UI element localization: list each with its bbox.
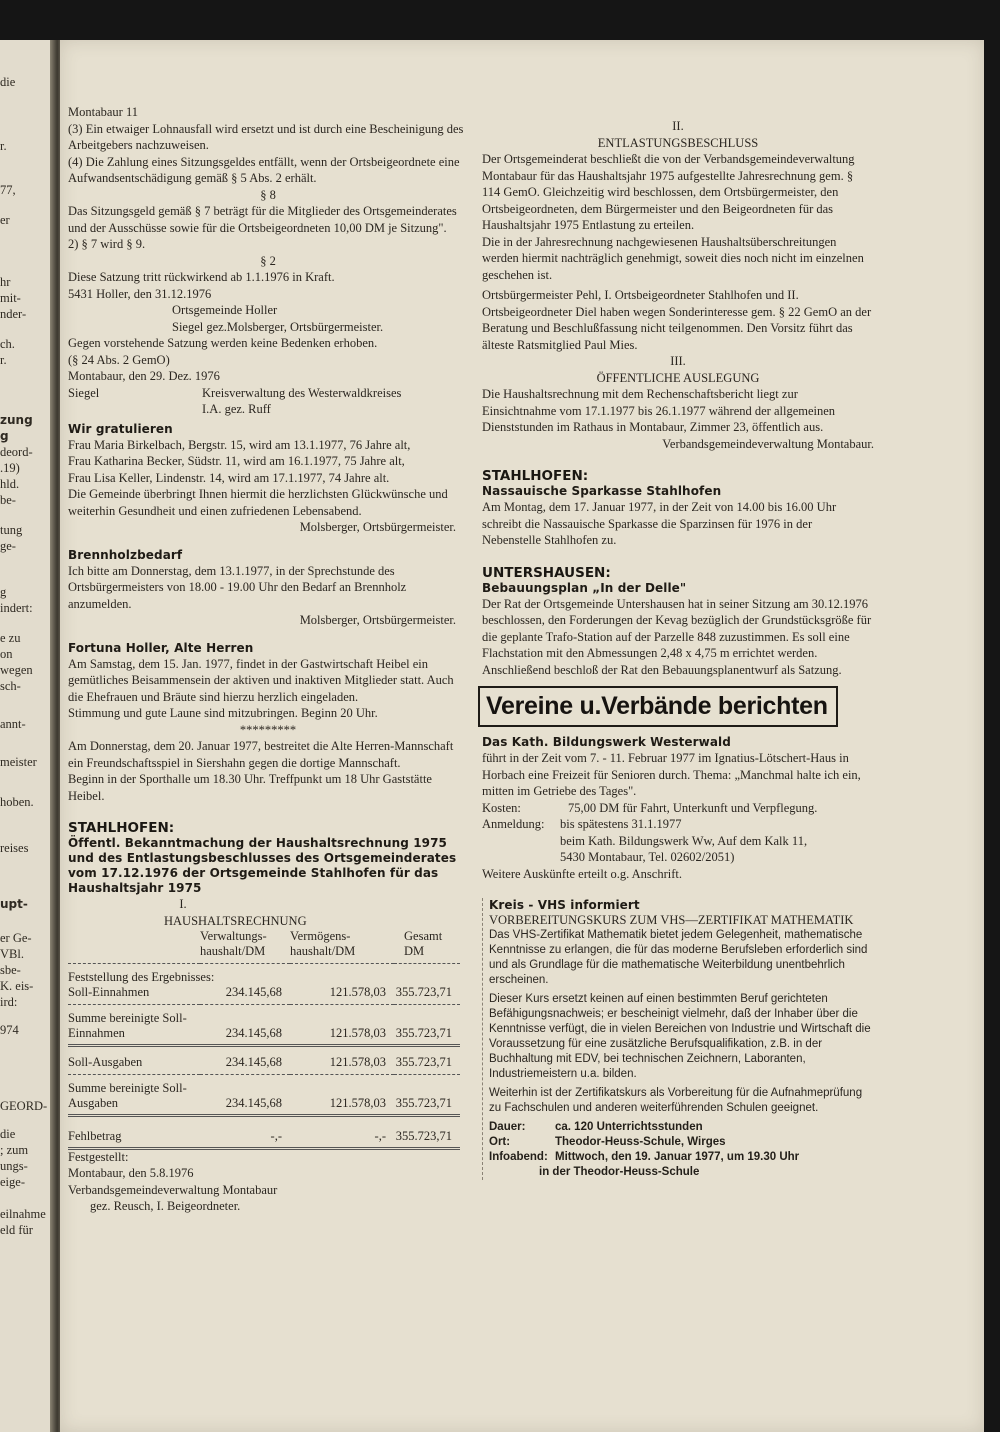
signature-org: Ortsgemeinde Holler [172, 303, 278, 317]
paragraph: führt in der Zeit vom 7. - 11. Februar 1977 im Ignatius-Lötschert-Haus in Horbach eine Freizeit für Senioren durch. Thema: „Manchmal halte ich ein, mitten im Getriebe des Tages". [482, 751, 861, 798]
paragraph: Dieser Kurs ersetzt keinen auf einen bestimmten Beruf gerichteten Befähigungsnachweis; er bescheinigt vielmehr, daß der Inhaber über die Kenntnisse verfügt, die in vielen Bereichen von Industrie und Wirtschaft die Voraussetzung für eine zusätzliche Berufsqualifikation, z.B. in der Buchhaltung mit EDV, bei technischen Zeichnern, Laboranten, Industriemeistern u.a. bilden. [489, 993, 871, 1080]
adjacent-page-fragment: meister [0, 755, 37, 769]
adjacent-page-fragment: g [0, 585, 7, 599]
signature: Molsberger, Ortsbürgermeister. [299, 520, 456, 534]
paragraph: Gegen vorstehende Satzung werden keine Bedenken erhoben. [68, 336, 378, 350]
adjacent-page-fragment: sbe- [0, 963, 21, 977]
paragraph: Weitere Auskünfte erteilt o.g. Anschrift. [482, 866, 682, 881]
paragraph: Ortsbürgermeister Pehl, I. Ortsbeigeordneter Stahlhofen und II. Ortsbeigeordneter Diel haben wegen Sonderinteresse gem. § 22 GemO an der Beratung und Beschlußfassung nicht teilgenommen. Den Vorsitz führt das älteste Ratsmitglied Paul Mies. [482, 288, 872, 352]
adjacent-page-fragment: wegen [0, 663, 33, 677]
section-heading: UNTERSHAUSEN: [482, 564, 611, 581]
paragraph: (4) Die Zahlung eines Sitzungsgeldes entfällt, wenn der Ortsbeigeordnete eine Aufwandsentschädigung gemäß § 5 Abs. 2 erhält. [68, 154, 460, 185]
column-header: Vermögens- haushalt/DM [290, 929, 356, 958]
signature-org: Verbandsgemeindeverwaltung Montabaur [68, 1182, 278, 1197]
table-row: Festgestellt: [68, 1150, 129, 1164]
right-column [482, 118, 874, 1180]
section-title: ENTLASTUNGSBESCHLUSS [597, 135, 759, 150]
adjacent-page-fragment: tung [0, 523, 23, 537]
paragraph: Am Samstag, dem 15. Jan. 1977, findet in der Gastwirtschaft Heibel ein gemütliches Beisammensein der aktiven und inaktiven Mitglieder statt. Auch die Ehefrauen und Bräute sind hierzu herzlich eingeladen. [68, 656, 454, 704]
adjacent-page-fragment: 974 [0, 1023, 19, 1037]
page-header-location: Montabaur 11 [68, 105, 139, 119]
section-subheading: Bebauungsplan „In der Delle" [482, 580, 687, 595]
signature-block [68, 385, 468, 402]
paragraph: Weiterhin ist der Zertifikatskurs als Vorbereitung für die Aufnahmeprüfung zu Fachschulen und anderen weiterführenden Schulen geeignet. [489, 1087, 863, 1114]
paragraph: Die in der Jahresrechnung nachgewiesenen Haushaltsüberschreitungen werden hiermit nachträglich genehmigt, soweit dies noch nicht im einzelnen geschehen ist. [482, 234, 864, 282]
table-title: HAUSHALTSRECHNUNG [164, 913, 307, 928]
adjacent-page-fragment: .19) [0, 461, 20, 475]
birthday-entry: Frau Lisa Keller, Lindenstr. 14, wird am 17.1.1977, 74 Jahre alt. [68, 470, 390, 485]
adjacent-page-fragment: r. [0, 139, 7, 153]
paragraph: Die Haushaltsrechnung mit dem Rechenschaftsbericht liegt zur Einsichtnahme vom 17.1.1977 bis 26.1.1977 während der allgemeinen Dienststunden im Rathaus in Montabaur, Zimmer 23, öffentlich aus. [482, 387, 836, 434]
signature: gez. Reusch, I. Beigeordneter. [90, 1199, 241, 1213]
detail-value: Theodor-Heuss-Schule, Wirges [555, 1136, 726, 1148]
section-heading: Wir gratulieren [68, 421, 173, 436]
adjacent-page-fragment: VBl. [0, 947, 24, 961]
adjacent-page-fragment: ungs- [0, 1159, 28, 1173]
newspaper-page [60, 40, 984, 1432]
paragraph: Der Ortsgemeinderat beschließt die von der Verbandsgemeindeverwaltung Montabaur für das Haushaltsjahr 1975 aufgestellte Jahresrechnung gem. § 114 GemO. Gleichzeitig wird beschlossen, dem Ortsbürgermeister, den Ortsbeigeordneten, dem Bürgermeister und den Beigeordneten für das Haushaltsjahr 1975 Entlastung zu erteilen. [482, 152, 855, 232]
table-row: Summe bereinigte Soll-Ausgaben 234.145,68 121.578,03 355.723,71 [68, 1081, 452, 1110]
adjacent-page-strip [0, 40, 56, 1432]
paragraph: Montabaur, den 29. Dez. 1976 [68, 369, 220, 383]
section-number: § 8 [260, 187, 276, 202]
detail-value: 5430 Montabaur, Tel. 02602/2051) [560, 850, 735, 864]
adjacent-page-fragment: eige- [0, 1175, 25, 1189]
column-header: Gesamt DM [404, 929, 443, 958]
adjacent-page-fragment: ch. [0, 337, 15, 351]
section-heading: STAHLHOFEN: [68, 820, 175, 836]
paragraph: 2) § 7 wird § 9. [68, 237, 146, 251]
table-row: Fehlbetrag -,- -,- 355.723,71 [68, 1129, 452, 1143]
adjacent-page-fragment: er Ge- [0, 931, 32, 945]
adjacent-page-fragment: 77, [0, 183, 16, 197]
adjacent-page-fragment: indert: [0, 601, 33, 615]
adjacent-page-fragment: nder- [0, 307, 27, 321]
paragraph: Das Sitzungsgeld gemäß § 7 beträgt für die Mitglieder des Ortsgemeinderates und der Ausschüsse sowie für die Ortsbeigeordneten 10,00 DM je Sitzung". [68, 204, 457, 235]
separator-stars: ********* [239, 722, 297, 737]
detail-value: 75,00 DM für Fahrt, Unterkunft und Verpflegung. [568, 800, 818, 815]
paragraph: Die Gemeinde überbringt Ihnen hiermit die herzlichsten Glückwünsche und weiterhin Gesundheit und einen zufriedenen Lebensabend. [68, 487, 448, 518]
signature: Molsberger, Ortsbürgermeister. [299, 613, 456, 627]
adjacent-page-fragment: ge- [0, 539, 16, 553]
adjacent-page-fragment: ird: [0, 995, 18, 1009]
adjacent-page-fragment: die [0, 75, 16, 89]
signature-org: Kreisverwaltung des Westerwaldkreises [202, 385, 402, 400]
table-row: Soll-Einnahmen 234.145,68 121.578,03 355.723,71 [68, 985, 452, 999]
adjacent-page-fragment: annt- [0, 717, 26, 731]
section-subheading: Öffentl. Bekanntmachung der Haushaltsrechnung 1975 und des Entlastungsbeschlusses des Ortsgemeinderates vom 17.12.1976 der Ortsgemeinde Stahlhofen für das Haushaltsjahr 1975 [68, 836, 457, 895]
paragraph: Der Rat der Ortsgemeinde Untershausen hat in seiner Sitzung am 30.12.1976 beschlossen, den Forderungen der Kevag bezüglich der Grundstücksgröße für die geplante Trafo-Station auf der Parzelle 848 zuzustimmen. Es soll eine Flachstation mit den Abmessungen 2,48 x 4,75 m errichtet werden. Anschließend beschloß der Rat den Bebauungsplanentwurf als Satzung. [482, 596, 872, 677]
paragraph: (§ 24 Abs. 2 GemO) [68, 352, 170, 367]
course-title: VORBEREITUNGSKURS ZUM VHS—ZERTIFIKAT MATHEMATIK [489, 913, 854, 927]
paragraph: Am Montag, dem 17. Januar 1977, in der Zeit von 14.00 bis 16.00 Uhr schreibt die Nassauische Sparkasse die Sparzinsen für 1976 in der Nebenstelle Stahlhofen zu. [482, 500, 837, 547]
detail-row [482, 800, 874, 817]
adjacent-page-fragment: er [0, 213, 10, 227]
detail-value: Mittwoch, den 19. Januar 1977, um 19.30 Uhr [555, 1151, 800, 1163]
adjacent-page-fragment: mit- [0, 291, 21, 305]
budget-table [68, 929, 460, 1165]
section-heading: Brennholzbedarf [68, 547, 183, 562]
detail-value: ca. 120 Unterrichtsstunden [555, 1121, 703, 1133]
paragraph: Diese Satzung tritt rückwirkend ab 1.1.1976 in Kraft. [68, 270, 335, 284]
signature: Verbandsgemeindeverwaltung Montabaur. [662, 436, 874, 451]
signature-date: Montabaur, den 5.8.1976 [68, 1166, 194, 1180]
detail-label: Dauer: [489, 1121, 526, 1133]
adjacent-page-fragment: ; zum [0, 1143, 29, 1157]
adjacent-page-fragment: deord- [0, 445, 33, 459]
adjacent-page-fragment: eilnahme [0, 1207, 46, 1221]
adjacent-page-fragment: K. eis- [0, 979, 34, 993]
section-banner: Vereine u.Verbände berichten [478, 686, 838, 727]
adjacent-page-fragment: e zu [0, 631, 21, 645]
adjacent-page-fragment: g [0, 429, 9, 443]
table-header-row [68, 929, 460, 959]
paragraph: (3) Ein etwaiger Lohnausfall wird ersetzt und ist durch eine Bescheinigung des Arbeitgebers nachzuweisen. [68, 121, 464, 152]
section-heading: Kreis - VHS informiert [489, 898, 640, 912]
adjacent-page-fragment: sch- [0, 679, 21, 693]
section-subheading: Nassauische Sparkasse Stahlhofen [482, 484, 722, 498]
detail-row [482, 816, 874, 833]
section-heading: Das Kath. Bildungswerk Westerwald [482, 735, 731, 749]
roman-numeral: II. [672, 119, 684, 133]
vhs-box [482, 898, 874, 1180]
adjacent-page-fragment: eld für [0, 1223, 33, 1237]
section-heading: Fortuna Holler, Alte Herren [68, 640, 254, 655]
section-heading: STAHLHOFEN: [482, 468, 589, 484]
roman-numeral: III. [670, 354, 686, 368]
paragraph: Am Donnerstag, dem 20. Januar 1977, bestreitet die Alte Herren-Mannschaft ein Freundschaftsspiel in Siershahn gegen die dortige Mannschaft. [68, 739, 454, 770]
detail-value: beim Kath. Bildungswerk Ww, Auf dem Kalk 11, [560, 833, 808, 848]
adjacent-page-fragment: die [0, 1127, 16, 1141]
adjacent-page-fragment: zung [0, 413, 33, 427]
adjacent-page-fragment: hr [0, 275, 11, 289]
signature: I.A. gez. Ruff [202, 402, 271, 416]
roman-numeral: I. [179, 897, 187, 911]
birthday-entry: Frau Maria Birkelbach, Bergstr. 15, wird am 13.1.1977, 76 Jahre alt, [68, 437, 411, 452]
detail-label: Kosten: [482, 800, 521, 815]
adjacent-page-fragment: upt- [0, 897, 28, 911]
adjacent-page-fragment: r. [0, 353, 7, 367]
paragraph: Ich bitte am Donnerstag, dem 13.1.1977, in der Sprechstunde des Ortsbürgermeisters von 18.00 - 19.00 Uhr den Bedarf an Brennholz anzumelden. [68, 563, 407, 611]
column-header: Verwaltungs- haushalt/DM [200, 929, 267, 958]
detail-label: Ort: [489, 1136, 511, 1148]
adjacent-page-fragment: GEORD- [0, 1099, 48, 1113]
section-number: § 2 [260, 253, 276, 268]
table-row: Summe bereinigte Soll-Einnahmen 234.145,68 121.578,03 355.723,71 [68, 1011, 452, 1040]
adjacent-page-fragment: reises [0, 841, 29, 855]
signature: Siegel gez.Molsberger, Ortsbürgermeister. [172, 319, 384, 334]
detail-value: bis spätestens 31.1.1977 [560, 817, 682, 831]
detail-label: Infoabend: [489, 1151, 548, 1163]
birthday-entry: Frau Katharina Becker, Südstr. 11, wird am 16.1.1977, 75 Jahre alt, [68, 454, 405, 468]
table-row: Soll-Ausgaben 234.145,68 121.578,03 355.723,71 [68, 1055, 452, 1069]
paragraph: Das VHS-Zertifikat Mathematik bietet jedem Gelegenheit, mathematische Kenntnisse zu erlangen, die für das moderne Berufsleben erforderlich sind und als Grundlage für die mathematische Weiterbildung unentbehrlich erscheinen. [489, 929, 868, 986]
paragraph: Stimmung und gute Laune sind mitzubringen. Beginn 20 Uhr. [68, 706, 378, 720]
adjacent-page-fragment: on [0, 647, 13, 661]
adjacent-page-fragment: be- [0, 493, 16, 507]
left-column [68, 104, 468, 1215]
adjacent-page-fragment: hoben. [0, 795, 34, 809]
paragraph: 5431 Holler, den 31.12.1976 [68, 286, 212, 301]
section-title: ÖFFENTLICHE AUSLEGUNG [596, 370, 760, 385]
table-row: Feststellung des Ergebnisses: [68, 970, 215, 984]
seal-label: Siegel [68, 385, 100, 400]
detail-label: Anmeldung: [482, 817, 545, 831]
detail-value: in der Theodor-Heuss-Schule [539, 1166, 700, 1178]
adjacent-page-fragment: hld. [0, 477, 20, 491]
paragraph: Beginn in der Sporthalle um 18.30 Uhr. Treffpunkt um 18 Uhr Gaststätte Heibel. [68, 772, 432, 803]
